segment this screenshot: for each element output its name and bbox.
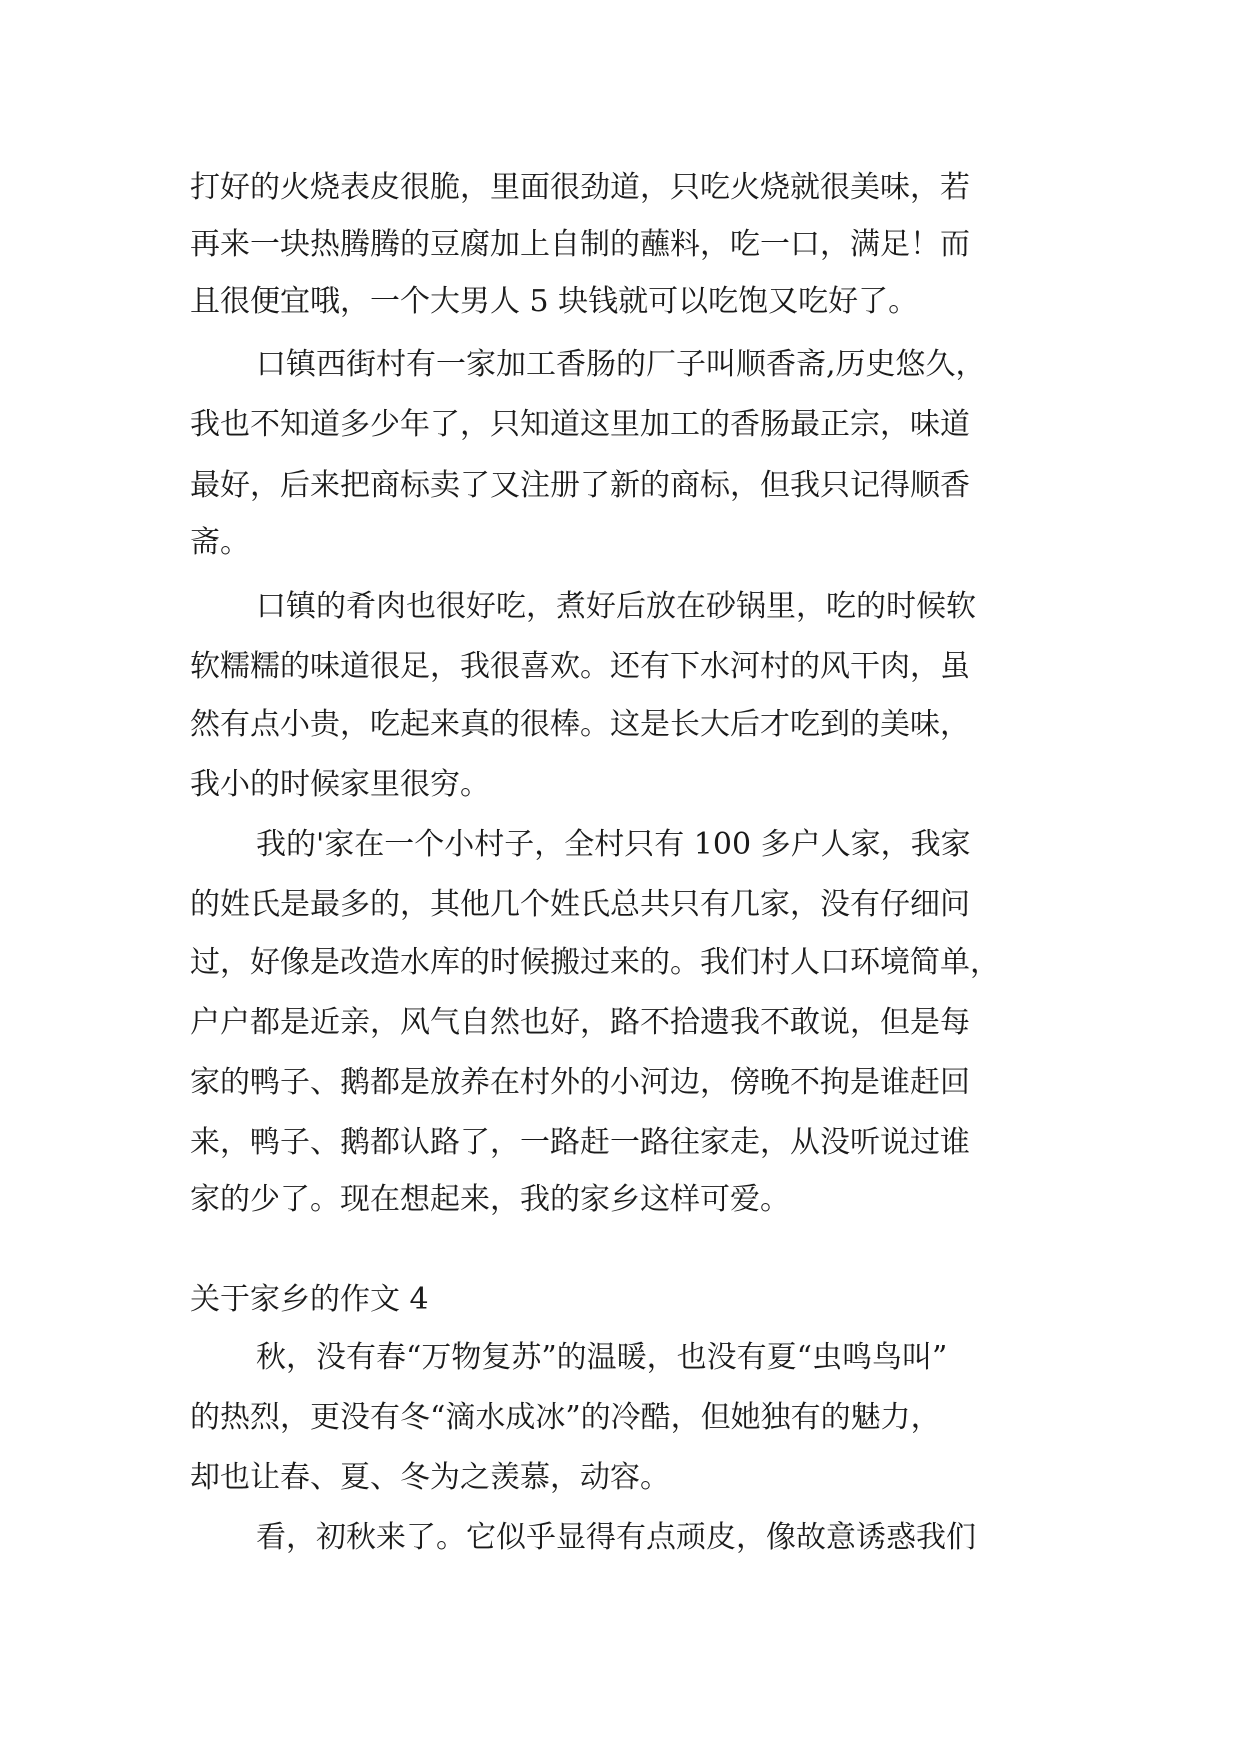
text-line: 软糯糯的味道很足，我很喜欢。还有下水河村的风干肉，虽 <box>190 649 970 684</box>
text-line: 的热烈，更没有冬“滴水成冰”的冷酷，但她独有的魅力， <box>190 1400 941 1435</box>
text-line: 我也不知道多少年了，只知道这里加工的香肠最正宗，味道 <box>190 407 970 442</box>
section-heading: 关于家乡的作文 4 <box>190 1282 429 1317</box>
text-line: 最好，后来把商标卖了又注册了新的商标，但我只记得顺香 <box>190 468 970 503</box>
text-line: 来，鸭子、鹅都认路了，一路赶一路往家走，从没听说过谁 <box>190 1125 970 1160</box>
text-line: 口镇的肴肉也很好吃，煮好后放在砂锅里，吃的时候软 <box>256 589 976 624</box>
text-line: 再来一块热腾腾的豆腐加上自制的蘸料，吃一口，满足！而 <box>190 227 970 262</box>
text-line: 看，初秋来了。它似乎显得有点顽皮，像故意诱惑我们 <box>256 1520 976 1555</box>
text-line: 的姓氏是最多的，其他几个姓氏总共只有几家，没有仔细问 <box>190 887 970 922</box>
text-line: 家的少了。现在想起来，我的家乡这样可爱。 <box>190 1182 790 1217</box>
text-line: 家的鸭子、鹅都是放养在村外的小河边，傍晚不拘是谁赶回 <box>190 1065 970 1100</box>
text-line: 打好的火烧表皮很脆，里面很劲道，只吃火烧就很美味，若 <box>190 170 970 205</box>
text-line: 斋。 <box>190 525 250 560</box>
text-line: 却也让春、夏、冬为之羡慕，动容。 <box>190 1460 670 1495</box>
text-line: 我的'家在一个小村子，全村只有 100 多户人家，我家 <box>256 827 971 862</box>
text-line: 我小的时候家里很穷。 <box>190 767 490 802</box>
text-line: 秋，没有春“万物复苏”的温暖，也没有夏“虫鸣鸟叫” <box>256 1340 948 1375</box>
text-line: 且很便宜哦，一个大男人 5 块钱就可以吃饱又吃好了。 <box>190 284 919 319</box>
text-line: 户户都是近亲，风气自然也好，路不拾遗我不敢说，但是每 <box>190 1005 970 1040</box>
text-line: 过，好像是改造水库的时候搬过来的。我们村人口环境简单， <box>190 945 1000 980</box>
text-line: 口镇西街村有一家加工香肠的厂子叫顺香斋,历史悠久， <box>256 347 986 382</box>
text-line: 然有点小贵，吃起来真的很棒。这是长大后才吃到的美味， <box>190 707 970 742</box>
